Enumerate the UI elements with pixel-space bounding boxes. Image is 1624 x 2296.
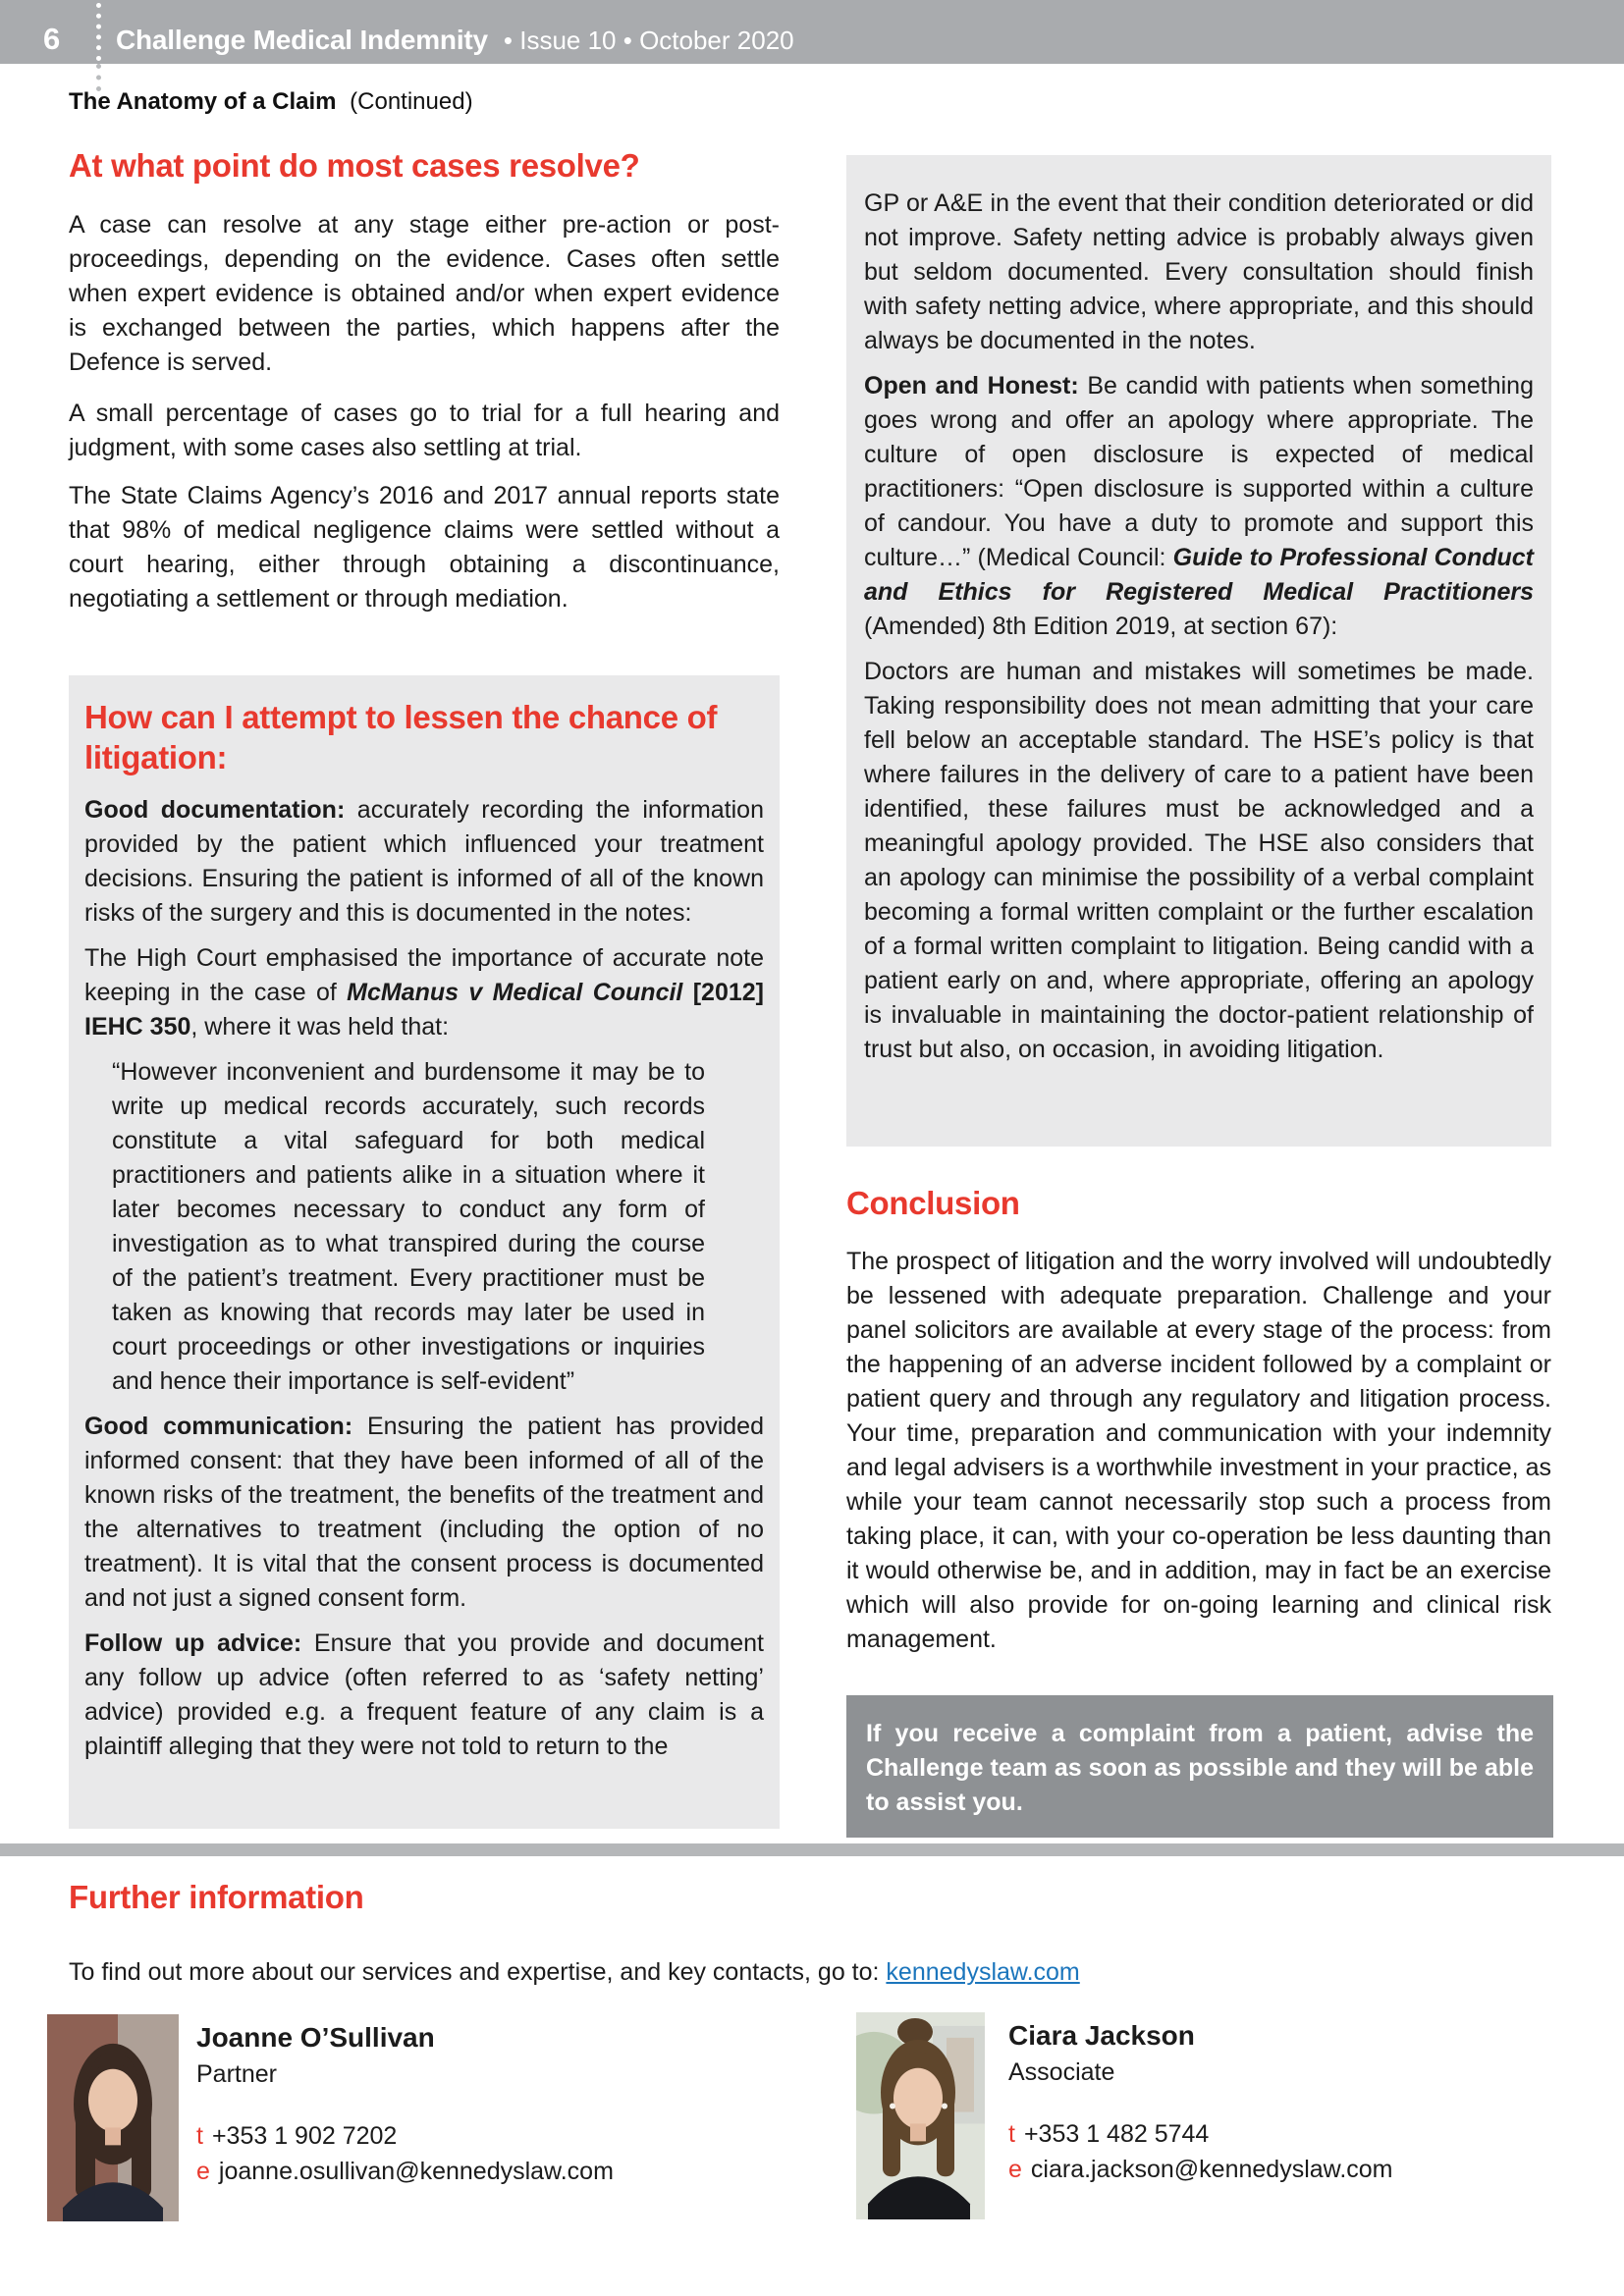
contact-phone-line: [1008, 2120, 1393, 2149]
follow-up-lead: Follow up advice:: [84, 1629, 302, 1657]
guide-title: Guide to Professional Conduct and Ethics for Registered Medical Practitioners: [864, 544, 1534, 606]
court-quote: “However inconvenient and burdensome it may be to write up medical records accurately, such records constitute a vital safeguard for both medical practitioners and patients alike in a situation where it later becomes necessary to conduct any form of investigation as to what transpired during the course of the patient’s treatment. Every practitioner must be taken as knowing that records may later be used in court proceedings or other investigations or inquiries and hence their importance is self-evident”: [112, 1058, 705, 1395]
open-honest-body-2: (Amended) 8th Edition 2019, at section 67):: [864, 613, 1338, 640]
contact-role: Partner: [196, 2060, 277, 2088]
contact-name: Ciara Jackson: [1008, 2020, 1195, 2051]
good-communication-lead: Good communication:: [84, 1413, 353, 1440]
high-court-pre: The High Court emphasised the importance of accurate note keeping in the case of: [84, 944, 764, 1006]
high-court-paragraph: [84, 941, 764, 1044]
phone-number: +353 1 482 5744: [1023, 2120, 1210, 2148]
high-court-post: , where it was held that:: [190, 1013, 450, 1041]
joanne-portrait-illustration: [47, 2014, 179, 2221]
case-name: McManus v Medical Council: [347, 979, 683, 1006]
more-info-text: To find out more about our services and expertise, and key contacts, go to:: [69, 1958, 887, 1986]
lessen-litigation-box: [69, 675, 780, 1829]
brand-title: Challenge Medical Indemnity: [116, 25, 488, 55]
contact-name: Joanne O’Sullivan: [196, 2022, 435, 2053]
issue-info: • Issue 10 • October 2020: [503, 26, 794, 55]
page-header-bar: [0, 0, 1624, 64]
resolve-paragraph-3: The State Claims Agency’s 2016 and 2017 annual reports state that 98% of medical negligence claims were settled without a court hearing, either through obtaining a discontinuance, negotiating a settlement or through mediation.: [69, 482, 780, 613]
kennedyslaw-link[interactable]: kennedyslaw.com: [886, 1958, 1080, 1986]
conclusion-paragraph: The prospect of litigation and the worry involved will undoubtedly be lessened with adequate preparation. Challenge and your panel solicitors are available at every stage of the process: from the happening of an adverse incident followed by a complaint or patient query and through any regulatory and litigation process. Your time, preparation and communication with your indemnity and legal advisers is a worthwhile investment in your practice, as while your team cannot necessarily stop such a process from taking place, it can, with your co-operation be less daunting than it would otherwise be, and in addition, may in fact be an exercise which will also provide for on-going learning and clinical risk management.: [846, 1248, 1551, 1653]
ciara-portrait-illustration: [856, 2012, 985, 2219]
email-address: ciara.jackson@kennedyslaw.com: [1030, 2156, 1393, 2183]
contact-email-line: [1008, 2156, 1393, 2184]
header-title-group: [116, 25, 794, 56]
good-documentation-paragraph: [84, 793, 764, 931]
more-info-line: [69, 1958, 1080, 1987]
apology-paragraph: Doctors are human and mistakes will sometimes be made. Taking responsibility does not mean admitting that your care fell below an acceptable standard. The HSE’s policy is that where failures in the delivery of care to a patient have been identified, these failures must be acknowledged and a meaningful apology provided. The HSE also considers that an apology can minimise the possibility of a verbal complaint becoming a formal written complaint or the further escalation of a formal written complaint to litigation. Being candid with a patient early on and, where appropriate, offering an apology is invaluable in maintaining the doctor-patient relationship of trust but also, on occasion, in avoiding litigation.: [864, 658, 1534, 1063]
email-address: joanne.osullivan@kennedyslaw.com: [218, 2158, 614, 2185]
joanne-contact-info: [196, 2014, 614, 2221]
email-label: e: [196, 2158, 210, 2185]
lessen-litigation-box-continued: [846, 155, 1551, 1147]
good-documentation-lead: Good documentation:: [84, 796, 346, 824]
ciara-photo-portrait: [856, 2012, 985, 2219]
further-information-heading: Further information: [69, 1879, 364, 1915]
follow-up-body: Ensure that you provide and document any follow up advice (often referred to as ‘safety netting’ advice) provided e.g. a frequent feature of any claim is a plaintiff alleging that they were not told to return to the: [84, 1629, 765, 1760]
footer-separator-bar: [0, 1843, 1624, 1856]
follow-up-paragraph: [84, 1627, 764, 1764]
contact-phone-line: [196, 2122, 614, 2151]
resolve-paragraph-2: A small percentage of cases go to trial for a full hearing and judgment, with some cases also settling at trial.: [69, 400, 780, 461]
complaint-callout-box: [846, 1695, 1553, 1838]
email-label: e: [1008, 2156, 1022, 2183]
contact-email-line: [196, 2158, 614, 2186]
good-documentation-body: accurately recording the information provided by the patient which influenced your treatment decisions. Ensuring the patient is informed of all of the known risks of the surgery and this is documented in the notes:: [84, 796, 764, 927]
dotted-separator-tail-icon: [96, 64, 101, 91]
safety-netting-paragraph: GP or A&E in the event that their condition deteriorated or did not improve. Safety netting advice is probably always given but seldom documented. Every consultation should finish with safety netting advice, where appropriate, and this should always be documented in the notes.: [864, 189, 1534, 354]
open-honest-paragraph: [864, 369, 1534, 644]
joanne-photo-portrait: [47, 2014, 179, 2221]
phone-label: t: [1008, 2120, 1015, 2148]
lessen-box-heading: How can I attempt to lessen the chance of litigation:: [84, 699, 718, 775]
series-continued-suffix: (Continued): [350, 88, 473, 115]
contact-role: Associate: [1008, 2058, 1115, 2086]
case-citation: [2012] IEHC 350: [84, 979, 765, 1041]
resolve-paragraph-1: A case can resolve at any stage either pre-action or post-proceedings, depending on the evidence. Cases often settle when expert evidence is obtained and/or when expert evidence is exchanged between the parties, which happens after the Defence is served.: [69, 211, 780, 376]
ciara-contact-info: [1008, 2012, 1393, 2219]
good-communication-body: Ensuring the patient has provided informed consent: that they have been informed of all of the known risks of the treatment, the benefits of the treatment and the alternatives to treatment (including the option of no treatment). It is vital that the consent process is documented and not just a signed consent form.: [84, 1413, 764, 1612]
open-honest-lead: Open and Honest:: [864, 372, 1079, 400]
complaint-callout-text: If you receive a complaint from a patient, advise the Challenge team as soon as possible and they will be able to assist you.: [866, 1720, 1534, 1816]
series-title: The Anatomy of a Claim: [69, 88, 337, 115]
resolve-heading: At what point do most cases resolve?: [69, 147, 640, 184]
phone-number: +353 1 902 7202: [211, 2122, 398, 2150]
good-communication-paragraph: [84, 1410, 764, 1616]
open-honest-body-1: Be candid with patients when something goes wrong and offer an apology where appropriate. The culture of open disclosure is expected of medical practitioners: “Open disclosure is supported within a culture of candour. You have a duty to promote and support this culture…” (Medical Council:: [864, 372, 1534, 571]
conclusion-heading: Conclusion: [846, 1185, 1020, 1221]
dotted-separator-icon: [96, 3, 101, 61]
contact-card-joanne: [47, 2014, 614, 2221]
phone-label: t: [196, 2122, 203, 2150]
page-number: 6: [43, 22, 61, 56]
contact-card-ciara: [856, 2012, 1393, 2219]
series-continued-line: [69, 88, 473, 116]
